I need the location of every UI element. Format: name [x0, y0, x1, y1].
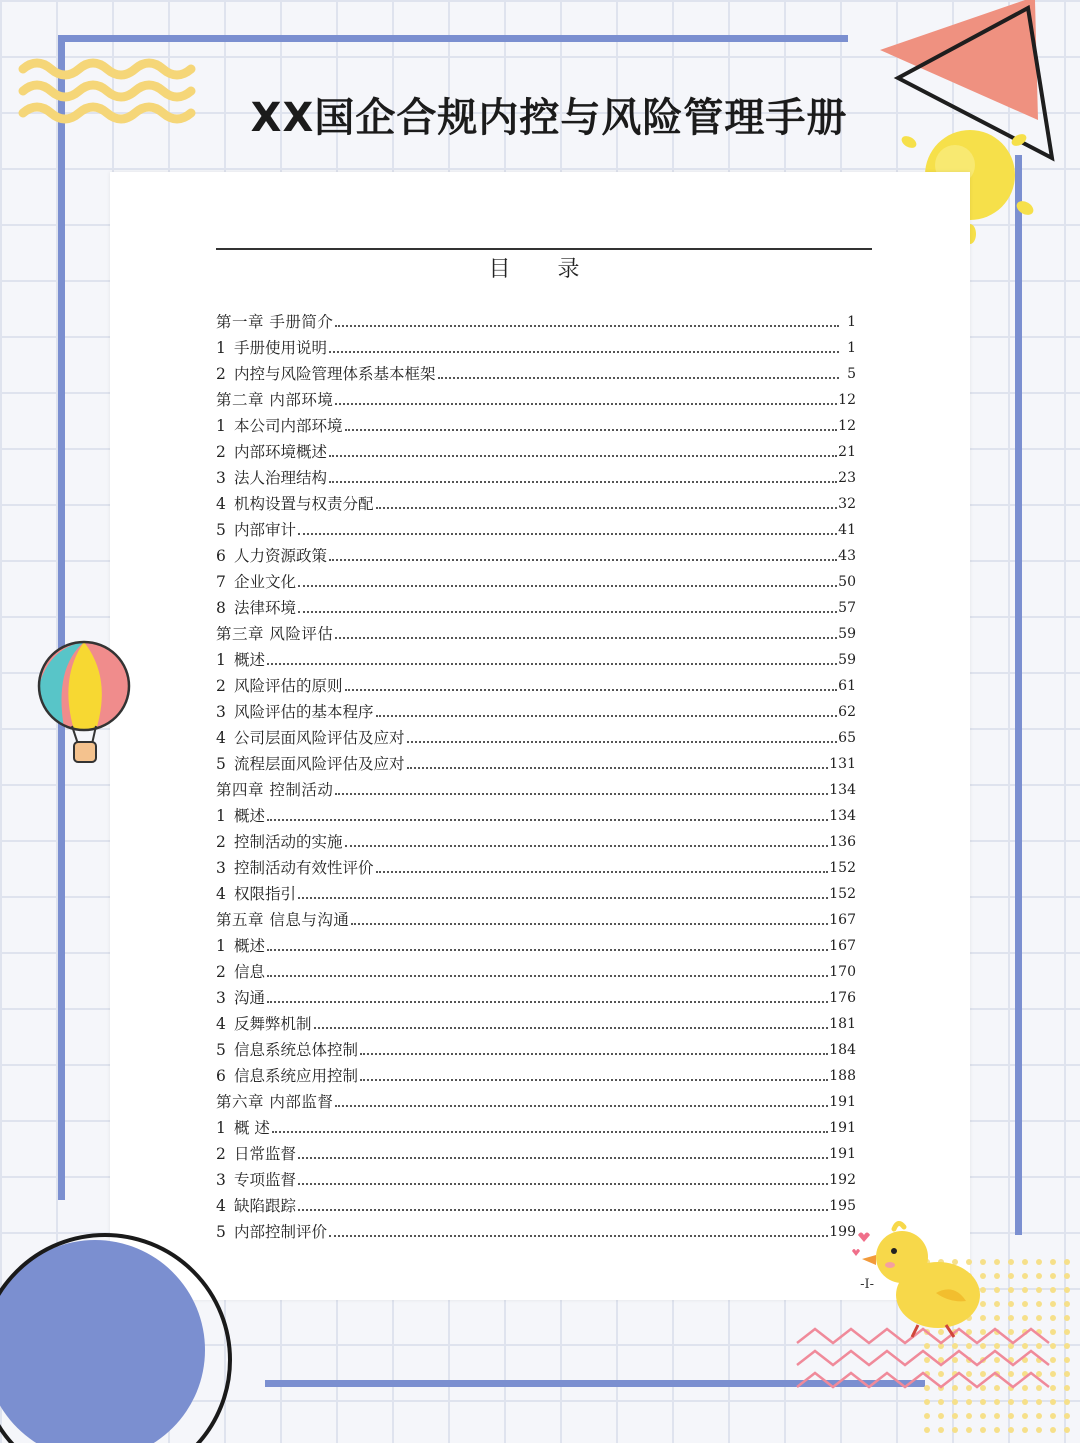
toc-page-number: 136: [829, 834, 856, 850]
frame-line-right: [1015, 155, 1022, 1235]
toc-page-number: 170: [829, 964, 856, 980]
toc-page-number: 195: [829, 1198, 856, 1214]
toc-entry-label: 概述: [234, 651, 266, 669]
toc-list: [216, 306, 856, 1242]
duck-icon: [850, 1215, 990, 1345]
toc-section: [216, 1034, 856, 1060]
toc-page-number: 41: [838, 522, 856, 538]
toc-leader-dots: [267, 819, 828, 821]
toc-entry-label: 风险评估的基本程序: [234, 703, 374, 721]
toc-section-number: 6: [216, 547, 226, 565]
toc-section: [216, 748, 856, 774]
toc-leader-dots: [329, 481, 837, 483]
toc-leader-dots: [345, 845, 829, 847]
toc-page-number: 61: [838, 678, 856, 694]
page-title: XX国企合规内控与风险管理手册: [250, 95, 848, 141]
toc-leader-dots: [298, 1209, 828, 1211]
toc-section-number: 6: [216, 1067, 226, 1085]
toc-entry-label: 第一章 手册简介: [216, 313, 334, 331]
toc-entry-label: 反舞弊机制: [234, 1015, 312, 1033]
toc-section-number: 3: [216, 469, 226, 487]
circle-decoration: [0, 1205, 240, 1443]
toc-leader-dots: [267, 1001, 828, 1003]
toc-section: [216, 566, 856, 592]
toc-section: [216, 644, 856, 670]
toc-entry-label: 内控与风险管理体系基本框架: [234, 365, 436, 383]
toc-section: [216, 826, 856, 852]
toc-entry-label: 概 述: [234, 1119, 270, 1137]
toc-section: [216, 722, 856, 748]
toc-section: [216, 462, 856, 488]
toc-leader-dots: [376, 507, 838, 509]
toc-section-number: 1: [216, 339, 226, 357]
toc-entry-label: 概述: [234, 807, 266, 825]
toc-page-number: 181: [829, 1016, 856, 1032]
toc-section-number: 3: [216, 859, 226, 877]
toc-entry-label: 第三章 风险评估: [216, 625, 334, 643]
toc-leader-dots: [345, 689, 838, 691]
toc-section: [216, 956, 856, 982]
toc-leader-dots: [298, 533, 837, 535]
toc-leader-dots: [298, 897, 828, 899]
toc-section-number: 7: [216, 573, 226, 591]
toc-leader-dots: [345, 429, 838, 431]
toc-section-number: 3: [216, 989, 226, 1007]
toc-section-number: 2: [216, 443, 226, 461]
toc-leader-dots: [360, 1053, 828, 1055]
toc-section-number: 1: [216, 417, 226, 435]
toc-page-number: 12: [838, 392, 856, 408]
toc-page-number: 191: [829, 1094, 856, 1110]
toc-section: [216, 1138, 856, 1164]
toc-entry-label: 风险评估的原则: [234, 677, 343, 695]
toc-section-number: 4: [216, 1015, 226, 1033]
toc-chapter: [216, 1086, 856, 1112]
toc-leader-dots: [351, 923, 828, 925]
toc-page-number: 32: [838, 496, 856, 512]
toc-entry-label: 流程层面风险评估及应对: [234, 755, 405, 773]
toc-section: [216, 540, 856, 566]
toc-section: [216, 1112, 856, 1138]
toc-entry-label: 控制活动的实施: [234, 833, 343, 851]
toc-section-number: 5: [216, 1223, 226, 1241]
toc-entry-label: 第二章 内部环境: [216, 391, 334, 409]
toc-page-number: 192: [829, 1172, 856, 1188]
toc-section: [216, 1164, 856, 1190]
toc-section-number: 5: [216, 1041, 226, 1059]
toc-section-number: 1: [216, 1119, 226, 1137]
toc-section-number: 2: [216, 963, 226, 981]
toc-leader-dots: [407, 741, 838, 743]
toc-section: [216, 358, 856, 384]
toc-section: [216, 488, 856, 514]
toc-leader-dots: [360, 1079, 828, 1081]
toc-leader-dots: [329, 1235, 828, 1237]
toc-entry-label: 内部环境概述: [234, 443, 328, 461]
toc-page-number: 199: [829, 1224, 856, 1240]
toc-page-number: 188: [829, 1068, 856, 1084]
toc-section: [216, 878, 856, 904]
toc-entry-label: 本公司内部环境: [234, 417, 343, 435]
toc-section-number: 1: [216, 937, 226, 955]
toc-section: [216, 852, 856, 878]
toc-section: [216, 930, 856, 956]
toc-section: [216, 1190, 856, 1216]
toc-page-number: 57: [838, 600, 856, 616]
page-number: -I-: [860, 1277, 874, 1292]
toc-leader-dots: [376, 871, 829, 873]
toc-leader-dots: [335, 793, 828, 795]
toc-entry-label: 法律环境: [234, 599, 297, 617]
toc-section: [216, 592, 856, 618]
toc-section-number: 5: [216, 755, 226, 773]
toc-leader-dots: [314, 1027, 829, 1029]
toc-leader-dots: [376, 715, 838, 717]
toc-leader-dots: [335, 403, 837, 405]
toc-leader-dots: [335, 1105, 828, 1107]
toc-page-number: 131: [829, 756, 856, 772]
frame-line-left: [58, 35, 65, 1200]
toc-leader-dots: [267, 975, 828, 977]
toc-page-number: 59: [838, 652, 856, 668]
toc-leader-dots: [272, 1131, 828, 1133]
toc-entry-label: 第四章 控制活动: [216, 781, 334, 799]
toc-entry-label: 内部控制评价: [234, 1223, 328, 1241]
toc-leader-dots: [335, 637, 837, 639]
toc-section-number: 4: [216, 729, 226, 747]
toc-section-number: 5: [216, 521, 226, 539]
toc-chapter: [216, 618, 856, 644]
toc-leader-dots: [335, 325, 839, 327]
toc-page-number: 134: [829, 808, 856, 824]
toc-section-number: 2: [216, 677, 226, 695]
toc-entry-label: 法人治理结构: [234, 469, 328, 487]
toc-page-number: 167: [829, 938, 856, 954]
toc-page-number: 5: [847, 366, 856, 382]
toc-entry-label: 缺陷跟踪: [234, 1197, 297, 1215]
toc-page-number: 1: [847, 340, 856, 356]
toc-leader-dots: [267, 663, 837, 665]
toc-section-number: 1: [216, 807, 226, 825]
toc-section-number: 3: [216, 1171, 226, 1189]
toc-entry-label: 控制活动有效性评价: [234, 859, 374, 877]
toc-entry-label: 第六章 内部监督: [216, 1093, 334, 1111]
toc-leader-dots: [298, 611, 837, 613]
toc-section: [216, 514, 856, 540]
toc-section-number: 4: [216, 495, 226, 513]
toc-section-number: 3: [216, 703, 226, 721]
toc-page-number: 62: [838, 704, 856, 720]
toc-entry-label: 日常监督: [234, 1145, 297, 1163]
toc-section-number: 2: [216, 365, 226, 383]
toc-section: [216, 800, 856, 826]
toc-section-number: 4: [216, 885, 226, 903]
toc-leader-dots: [267, 949, 828, 951]
toc-entry-label: 信息系统应用控制: [234, 1067, 359, 1085]
toc-section-number: 2: [216, 1145, 226, 1163]
toc-leader-dots: [438, 377, 839, 379]
toc-page-number: 167: [829, 912, 856, 928]
hot-air-balloon-icon: [34, 638, 134, 768]
toc-entry-label: 内部审计: [234, 521, 297, 539]
toc-leader-dots: [329, 455, 837, 457]
toc-top-rule: [216, 248, 872, 250]
toc-chapter: [216, 904, 856, 930]
toc-section: [216, 1008, 856, 1034]
toc-section-number: 2: [216, 833, 226, 851]
toc-section: [216, 436, 856, 462]
toc-page-number: 43: [838, 548, 856, 564]
toc-section: [216, 1060, 856, 1086]
toc-chapter: [216, 306, 856, 332]
toc-entry-label: 权限指引: [234, 885, 297, 903]
toc-entry-label: 沟通: [234, 989, 266, 1007]
toc-page-number: 184: [829, 1042, 856, 1058]
toc-page-number: 134: [829, 782, 856, 798]
toc-entry-label: 信息系统总体控制: [234, 1041, 359, 1059]
toc-section: [216, 332, 856, 358]
toc-leader-dots: [329, 559, 837, 561]
toc-page-number: 50: [838, 574, 856, 590]
frame-line-top: [58, 35, 848, 42]
toc-page-number: 152: [829, 886, 856, 902]
toc-section: [216, 670, 856, 696]
toc-entry-label: 第五章 信息与沟通: [216, 911, 350, 929]
toc-section: [216, 982, 856, 1008]
toc-leader-dots: [298, 1183, 828, 1185]
toc-section-number: 4: [216, 1197, 226, 1215]
toc-section-number: 8: [216, 599, 226, 617]
toc-leader-dots: [407, 767, 829, 769]
toc-page-number: 23: [838, 470, 856, 486]
toc-entry-label: 专项监督: [234, 1171, 297, 1189]
toc-entry-label: 人力资源政策: [234, 547, 328, 565]
toc-chapter: [216, 384, 856, 410]
toc-page-number: 65: [838, 730, 856, 746]
toc-section-number: 1: [216, 651, 226, 669]
toc-leader-dots: [298, 1157, 828, 1159]
toc-page-number: 21: [838, 444, 856, 460]
toc-entry-label: 信息: [234, 963, 266, 981]
toc-entry-label: 企业文化: [234, 573, 297, 591]
toc-heading: 目 录: [488, 257, 600, 282]
toc-section: [216, 1216, 856, 1242]
toc-page-number: 152: [829, 860, 856, 876]
document-sheet: [110, 172, 970, 1300]
toc-page-number: 59: [838, 626, 856, 642]
toc-section: [216, 410, 856, 436]
toc-page-number: 191: [829, 1146, 856, 1162]
toc-page-number: 176: [829, 990, 856, 1006]
toc-leader-dots: [329, 351, 839, 353]
toc-chapter: [216, 774, 856, 800]
toc-leader-dots: [298, 585, 837, 587]
toc-entry-label: 概述: [234, 937, 266, 955]
toc-section: [216, 696, 856, 722]
toc-entry-label: 公司层面风险评估及应对: [234, 729, 405, 747]
toc-page-number: 191: [829, 1120, 856, 1136]
toc-entry-label: 手册使用说明: [234, 339, 328, 357]
toc-page-number: 1: [847, 314, 856, 330]
toc-entry-label: 机构设置与权责分配: [234, 495, 374, 513]
toc-page-number: 12: [838, 418, 856, 434]
